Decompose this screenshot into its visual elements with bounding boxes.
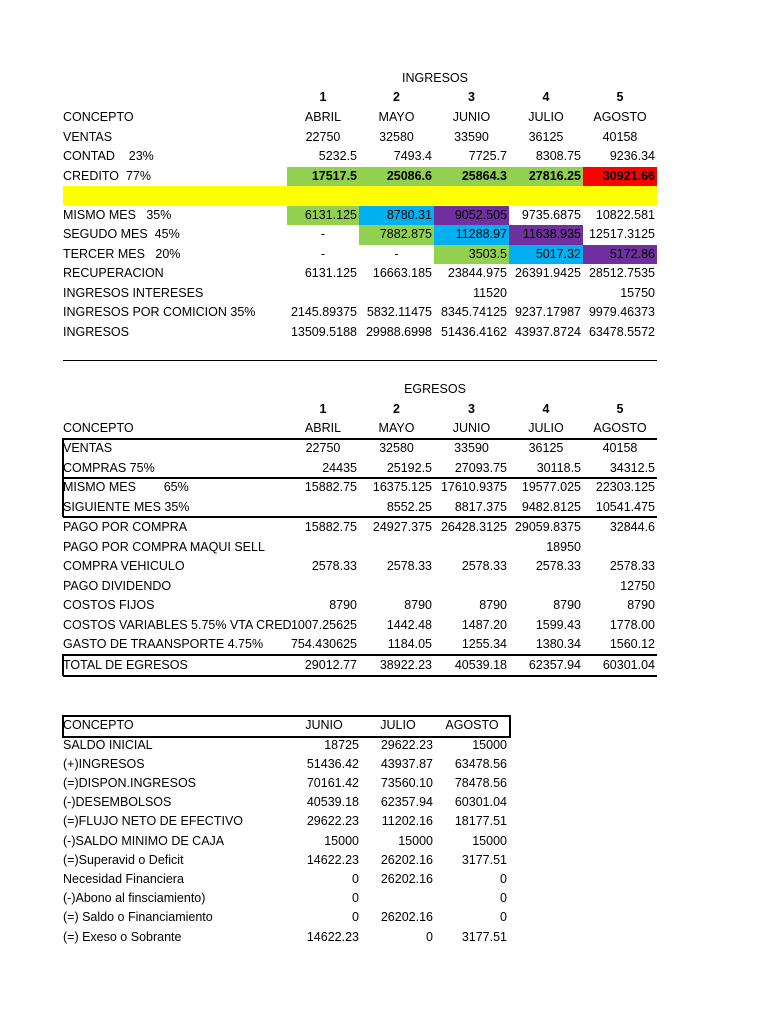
table-cell: 40158 <box>602 441 638 455</box>
table-cell: 26202.16 <box>380 852 433 867</box>
egresos-title <box>63 380 657 399</box>
table-cell: 8790 <box>479 598 507 612</box>
table-cell: 0 <box>352 891 359 906</box>
table-row <box>63 459 657 479</box>
table-cell <box>287 284 359 304</box>
table-cell: 62357.94 <box>380 795 433 810</box>
table-cell: 26428.3125 <box>440 520 507 534</box>
table-cell: 1184.05 <box>387 637 432 651</box>
table-cell: 73560.10 <box>380 775 433 790</box>
row-label: MISMO MES 65% <box>63 480 189 494</box>
table-cell: 8345.74125 <box>440 305 507 319</box>
table-cell: 27093.75 <box>454 460 507 475</box>
table-cell: 0 <box>426 929 433 944</box>
table-cell <box>359 577 434 597</box>
table-cell: 25086.6 <box>359 167 434 187</box>
table-row <box>63 832 509 851</box>
table-cell <box>359 538 434 558</box>
table-cell: 43937.8724 <box>514 324 581 339</box>
table-cell <box>509 577 583 597</box>
table-cell: 9735.6875 <box>521 207 581 222</box>
table-cell: 10822.581 <box>595 207 655 222</box>
table-cell: 38922.23 <box>379 657 432 672</box>
month-header: AGOSTO <box>593 421 647 435</box>
period-number: 3 <box>468 90 475 104</box>
table-cell: 5832.11475 <box>366 305 432 319</box>
table-cell: 2578.33 <box>386 559 432 573</box>
table-cell: 43937.87 <box>380 756 433 771</box>
table-row <box>63 928 509 947</box>
table-cell: 3503.5 <box>434 245 509 265</box>
period-number: 4 <box>542 90 550 104</box>
table-cell <box>287 498 359 518</box>
table-cell: 27816.25 <box>509 167 583 187</box>
period-number: 1 <box>319 401 327 416</box>
table-row <box>63 538 657 558</box>
table-cell: 0 <box>500 891 507 906</box>
table-row <box>63 225 657 245</box>
table-cell: 8308.75 <box>535 149 581 163</box>
row-label: VENTAS <box>63 129 113 144</box>
table-cell <box>287 577 359 597</box>
table-cell: 18725 <box>324 737 359 752</box>
table-row <box>63 908 509 927</box>
table-row <box>63 439 657 459</box>
row-label: VENTAS <box>63 441 113 455</box>
table-cell: 16375.125 <box>372 480 432 494</box>
row-label: COMPRA VEHICULO <box>63 559 185 573</box>
table-cell <box>583 538 657 558</box>
table-cell: 6131.125 <box>287 206 359 226</box>
table-cell: 12517.3125 <box>588 227 655 241</box>
table-cell: 1442.48 <box>386 617 432 632</box>
concept-header: CONCEPTO <box>63 421 134 435</box>
ingresos-title <box>63 69 657 88</box>
table-cell: 754.430625 <box>290 637 357 651</box>
table-row <box>63 596 657 616</box>
row-label: (-)SALDO MINIMO DE CAJA <box>63 833 225 848</box>
table-cell: 0 <box>352 910 359 925</box>
table-cell: 7725.7 <box>468 149 507 163</box>
table-row <box>63 774 509 793</box>
period-number: 2 <box>393 90 400 104</box>
row-label: COSTOS VARIABLES 5.75% VTA CRED <box>63 617 292 632</box>
table-cell: 25864.3 <box>434 167 509 187</box>
table-cell: 12750 <box>620 578 655 593</box>
table-cell: 15750 <box>620 285 655 300</box>
table-cell: 18950 <box>546 539 581 554</box>
table-cell: 2145.89375 <box>290 305 357 319</box>
month-header: AGOSTO <box>445 718 499 732</box>
table-cell: 28512.7535 <box>588 266 655 280</box>
table-row <box>63 128 657 148</box>
table-cell: 40539.18 <box>454 657 507 672</box>
table-cell: 7882.875 <box>359 225 434 245</box>
table-row <box>63 577 657 597</box>
section-divider <box>63 360 657 361</box>
table-row <box>63 793 509 812</box>
table-row <box>63 245 657 265</box>
table-cell: 0 <box>500 910 507 925</box>
table-cell: 7493.4 <box>393 149 432 163</box>
table-cell <box>287 538 359 558</box>
month-header: ABRIL <box>304 421 342 435</box>
row-label: (=) Saldo o Financiamiento <box>63 910 213 925</box>
table-cell: - <box>320 246 326 261</box>
row-label: MISMO MES 35% <box>63 207 172 222</box>
table-cell: 22750 <box>305 441 341 455</box>
table-cell: 10541.475 <box>595 499 655 514</box>
row-label: (-)Abono al finsciamiento) <box>63 891 206 906</box>
month-header: JULIO <box>380 718 416 732</box>
table-cell: 15000 <box>472 737 507 752</box>
row-label: (=)Superavid o Deficit <box>63 852 184 867</box>
table-cell: 5172.86 <box>583 245 657 265</box>
table-cell: 29622.23 <box>306 814 359 829</box>
concept-header: CONCEPTO <box>63 110 134 124</box>
egresos-period-row <box>63 400 657 420</box>
table-cell: 29012.77 <box>304 657 357 672</box>
table-cell <box>361 889 435 908</box>
table-cell: 30118.5 <box>536 460 581 475</box>
table-cell: 32580 <box>379 441 414 455</box>
table-row <box>63 755 509 774</box>
table-cell: 11638.935 <box>509 225 583 245</box>
row-label: INGRESOS POR COMICION 35% <box>63 305 256 319</box>
month-header: JUNIO <box>305 718 343 732</box>
table-cell: 8790 <box>404 598 432 612</box>
month-header: JULIO <box>528 110 564 124</box>
table-cell: 9237.17987 <box>514 305 581 319</box>
table-cell <box>359 284 434 304</box>
table-cell: 2578.33 <box>311 559 357 573</box>
row-label: SALDO INICIAL <box>63 737 153 752</box>
table-cell: 3177.51 <box>461 929 507 944</box>
table-cell: 19577.025 <box>521 480 581 494</box>
table-cell <box>434 577 509 597</box>
row-label: GASTO DE TRAANSPORTE 4.75% <box>63 637 264 651</box>
ingresos-period-row <box>63 88 657 108</box>
table-cell: 24435 <box>322 460 357 475</box>
row-label: RECUPERACION <box>63 266 164 280</box>
row-label: (+)INGRESOS <box>63 756 145 771</box>
table-cell: - <box>394 246 399 261</box>
table-cell <box>509 284 583 304</box>
concept-header: CONCEPTO <box>63 718 134 732</box>
month-header: JUNIO <box>452 421 491 435</box>
table-cell: 0 <box>500 871 507 886</box>
table-cell: 9052.505 <box>434 206 509 226</box>
table-row <box>63 616 657 636</box>
row-label: SIGUIENTE MES 35% <box>63 499 190 514</box>
table-cell: 70161.42 <box>306 775 359 790</box>
table-cell: 9236.34 <box>609 149 655 163</box>
table-cell: 1007.25625 <box>290 617 357 632</box>
period-number: 2 <box>393 401 400 416</box>
month-header: MAYO <box>378 421 415 435</box>
table-border <box>63 675 657 677</box>
flujo-header-row <box>63 716 509 735</box>
table-cell: 8790 <box>553 598 581 612</box>
table-cell: 60301.04 <box>454 795 507 810</box>
table-cell: 51436.42 <box>306 756 359 771</box>
period-number: 1 <box>319 90 327 104</box>
row-label: COMPRAS 75% <box>63 460 155 475</box>
table-cell: 32844.6 <box>609 520 655 534</box>
table-cell: 8790 <box>329 598 357 612</box>
table-row <box>63 656 657 676</box>
table-row <box>63 812 509 831</box>
table-row <box>63 851 509 870</box>
table-cell: 1380.34 <box>535 637 581 651</box>
table-cell: 63478.5572 <box>588 324 655 339</box>
table-cell: 33590 <box>454 441 489 455</box>
table-row <box>63 323 657 343</box>
row-label: TOTAL DE EGRESOS <box>63 657 188 672</box>
table-cell: 0 <box>352 871 359 886</box>
table-cell: 17517.5 <box>287 167 359 187</box>
table-cell: 78478.56 <box>454 775 507 790</box>
highlight-band <box>63 186 657 205</box>
row-label: (=) Exeso o Sobrante <box>63 929 182 944</box>
row-label: TERCER MES 20% <box>63 246 181 261</box>
table-row <box>63 167 657 187</box>
table-cell: 30921.66 <box>583 167 657 187</box>
table-cell: 63478.56 <box>454 756 507 771</box>
egresos-header-row <box>63 419 657 439</box>
table-cell: 8780.31 <box>359 206 434 226</box>
table-cell: 11520 <box>473 285 507 300</box>
table-cell: 29622.23 <box>380 737 433 752</box>
table-cell: 15000 <box>324 833 359 848</box>
table-cell: 9979.46373 <box>588 305 655 319</box>
table-cell: 17610.9375 <box>440 480 507 494</box>
table-cell: 29988.6998 <box>365 324 432 339</box>
ingresos-title-text: INGRESOS <box>402 71 468 85</box>
row-label: INGRESOS INTERESES <box>63 285 204 300</box>
ingresos-header-row <box>63 108 657 128</box>
table-cell: 24927.375 <box>372 520 432 534</box>
table-cell: 26202.16 <box>380 910 433 925</box>
table-cell: 2578.33 <box>535 559 581 573</box>
row-label: SEGUDO MES 45% <box>63 227 180 241</box>
table-row <box>63 889 509 908</box>
table-cell: 1487.20 <box>461 617 507 632</box>
table-cell: 34312.5 <box>609 460 655 475</box>
table-cell: 29059.8375 <box>514 520 581 534</box>
row-label: (=)FLUJO NETO DE EFECTIVO <box>63 814 243 829</box>
table-cell: 15000 <box>398 833 433 848</box>
table-cell: 1560.12 <box>609 637 655 651</box>
period-number: 5 <box>616 90 624 104</box>
table-cell: 2578.33 <box>609 559 655 573</box>
table-cell: - <box>320 227 326 241</box>
table-cell: 22750 <box>305 129 341 144</box>
table-cell: 14622.23 <box>306 852 359 867</box>
table-cell: 36125 <box>528 129 564 144</box>
month-header: MAYO <box>378 110 415 124</box>
row-label: PAGO POR COMPRA <box>63 520 188 534</box>
table-cell: 5232.5 <box>318 149 357 163</box>
table-cell: 32580 <box>379 129 414 144</box>
table-row <box>63 147 657 167</box>
table-cell: 11202.16 <box>381 814 433 829</box>
table-cell: 6131.125 <box>304 266 357 280</box>
table-row <box>63 635 657 655</box>
row-label: INGRESOS <box>63 324 129 339</box>
table-cell: 8552.25 <box>386 499 432 514</box>
table-cell: 40539.18 <box>306 795 359 810</box>
table-cell: 16663.185 <box>372 266 432 280</box>
table-cell: 60301.04 <box>602 657 655 672</box>
row-label: (=)DISPON.INGRESOS <box>63 775 197 790</box>
row-label: (-)DESEMBOLSOS <box>63 795 172 810</box>
table-row <box>63 870 509 889</box>
table-cell: 1255.34 <box>461 637 507 651</box>
row-label: PAGO POR COMPRA MAQUI SELL <box>63 539 265 554</box>
table-cell <box>434 538 509 558</box>
row-label: Necesidad Financiera <box>63 871 184 886</box>
table-cell: 3177.51 <box>461 852 507 867</box>
table-cell: 15882.75 <box>304 520 357 534</box>
table-cell: 2578.33 <box>461 559 507 573</box>
table-row <box>63 498 657 518</box>
table-row <box>63 478 657 498</box>
month-header: JUNIO <box>452 110 491 124</box>
table-cell: 14622.23 <box>306 929 359 944</box>
table-row <box>63 518 657 538</box>
table-row <box>63 206 657 226</box>
month-header: AGOSTO <box>593 110 647 124</box>
table-cell: 25192.5 <box>386 460 432 475</box>
table-cell: 40158 <box>602 129 638 144</box>
table-cell: 23844.975 <box>447 266 507 280</box>
row-label: CONTAD 23% <box>63 149 154 163</box>
table-cell: 36125 <box>528 441 564 455</box>
table-cell: 1778.00 <box>609 617 655 632</box>
table-cell: 15000 <box>472 833 507 848</box>
month-header: ABRIL <box>304 110 342 124</box>
period-number: 5 <box>616 401 624 416</box>
period-number: 4 <box>542 401 550 416</box>
table-cell: 51436.4162 <box>440 324 507 339</box>
table-cell: 13509.5188 <box>290 324 357 339</box>
table-cell: 9482.8125 <box>521 499 581 514</box>
row-label: CREDITO 77% <box>63 168 151 183</box>
table-cell: 8817.375 <box>454 499 507 514</box>
table-cell: 26202.16 <box>380 871 433 886</box>
table-cell: 11288.97 <box>434 225 509 245</box>
table-cell: 33590 <box>454 129 489 144</box>
table-cell: 22303.125 <box>595 480 655 494</box>
table-cell: 15882.75 <box>304 480 357 494</box>
table-cell: 18177.51 <box>454 814 507 829</box>
period-number: 3 <box>468 401 475 416</box>
table-cell: 62357.94 <box>528 657 581 672</box>
table-row <box>63 557 657 577</box>
row-label: COSTOS FIJOS <box>63 598 155 612</box>
table-cell: 1599.43 <box>535 617 581 632</box>
row-label: PAGO DIVIDENDO <box>63 578 172 593</box>
table-row <box>63 284 657 304</box>
table-cell: 8790 <box>627 598 655 612</box>
table-cell: 5017.32 <box>509 245 583 265</box>
egresos-title-text: EGRESOS <box>404 382 466 396</box>
table-row <box>63 264 657 284</box>
table-row <box>63 736 509 755</box>
month-header: JULIO <box>528 421 564 435</box>
table-row <box>63 303 657 323</box>
table-cell: 26391.9425 <box>514 266 581 280</box>
